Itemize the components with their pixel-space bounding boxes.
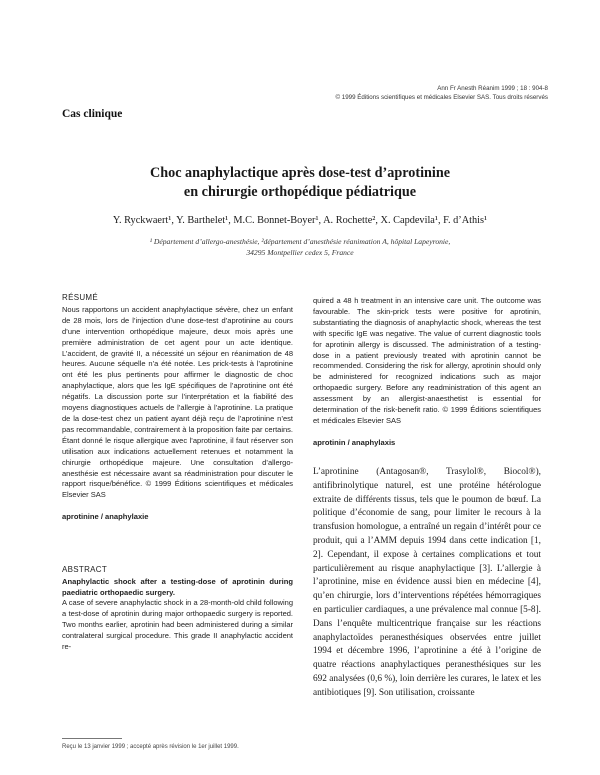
abstract-title: Anaphylactic shock after a testing-dose of aprotinin during paediatric orthopaedic surgery.	[62, 577, 293, 597]
received-date: Reçu le 13 janvier 1999 ; accepté après révision le 1er juillet 1999.	[62, 744, 239, 750]
right-column	[313, 296, 541, 449]
resume-keywords: aprotinine / anaphylaxie	[62, 512, 149, 522]
affiliation-line-2: 34295 Montpellier cedex 5, France	[246, 247, 354, 257]
resume-text: Nous rapportons un accident anaphylactique sévère, chez un enfant de 28 mois, lors de l’injection d’une dose-test d’aprotinine au cours d’une intervention orthopédique majeure, deux mois après une première administration de cet agent pour un acte identique. L’accident, de gravité II, a nécessité un séjour en réanimation de 48 heures. Aucune séquelle n’a été notée. Les prick-tests à l’aprotinine ont été les plus pertinents pour affirmer le diagnostic de choc anaphylactique, alors que les IgE spécifiques de l’aprotinine ont été négatifs. La discussion porte sur l’interprétation et la fiabilité des moyens diagnostiques actuels de l’allergie à l’aprotinine. La pratique de la dose-test chez un patient ayant déjà reçu de l’aprotinine n’est pas recommandable, contrairement à la proposition faite par certains. Étant donné le risque allergique avec l’aprotinine, il faut réserver son utilisation aux indications actuellement retenues et notamment la chirurgie orthopédique majeure. Une consultation d’allergo-anesthésie est nécessaire avant sa réadministration pour discuter le rapport risque/bénéfice. © 1999 Éditions scientifiques et médicales Elsevier SAS	[62, 304, 293, 500]
article-title	[0, 164, 600, 201]
journal-reference	[298, 84, 548, 102]
copyright-line: © 1999 Éditions scientifiques et médicales Elsevier SAS. Tous droits réservés	[335, 94, 548, 101]
section-label: Cas clinique	[62, 108, 123, 120]
footnote-divider	[62, 738, 122, 739]
left-column	[62, 293, 293, 653]
abstract-text-left: A case of severe anaphylactic shock in a 28-month-old child following a test-dose of aprotinin during major orthopaedic surgery is reported. Two months earlier, aprotinin had been administered during a similar contralateral surgical procedure. This grade II anaphylactic accident re-	[62, 598, 293, 651]
affiliation-line-1: ¹ Département d’allergo-anesthésie, ²département d’anesthésie réanimation A, hôpital Lapeyronie,	[149, 237, 451, 246]
introduction-text: L’aprotinine (Antagosan®, Trasylol®, Biocol®), antifibrinolytique naturel, est une protéine hétérologue extraite de différents tissus, tels que le poumon de bœuf. La politique d’économie de sang, pour limiter le recours à la transfusion homologue, a entraîné un regain d’intérêt pour ce produit, qui a l’AMM depuis 1994 dans cette indication [1, 2]. Cependant, il expose à certaines complications et tout particulièrement au risque anaphylactique [3]. L’allergie à l’aprotinine, mise en évidence aussi bien en médecine [4], qu’en chirurgie, lors d’interventions répétées hémorragiques en particulier cardiaques, a une prévalence mal connue [5-8]. Dans l’enquête multicentrique française sur les réactions anaphylactoïdes peranesthésiques observées entre juillet 1994 et décembre 1996, l’aprotinine a été à l’origine de quatre réactions anaphylactiques peranesthésiques sur les 692 analysées (0,6 %), loin derrière les curares, le latex et les antibiotiques [9]. Son utilisation, croissante	[313, 467, 541, 698]
abstract-keywords: aprotinin / anaphylaxis	[313, 437, 396, 447]
author-list: Y. Ryckwaert¹, Y. Barthelet¹, M.C. Bonnet-Boyer¹, A. Rochette², X. Capdevila¹, F. d’Athis¹	[112, 215, 488, 226]
abstract-text-right: quired a 48 h treatment in an intensive care unit. The outcome was favourable. The skin-prick tests were positive for aprotinin, substantiating the diagnosis of anaphylactic shock, whereas the test with specific IgE was negative. The value of current diagnostic tools for aprotinin allergy is discussed. The administration of a testing-dose in a patient previously treated with aprotinin cannot be recommended. Considering the risk for allergy, aprotinin should only be administered for recognized indications such as major orthopaedic surgery. Before any readministration of this agent an assessment by an allergist-anaesthetist is essential for determination of the risk-benefit ratio. © 1999 Éditions scientifiques et médicales Elsevier SAS	[313, 296, 541, 425]
resume-heading: RÉSUMÉ	[62, 293, 99, 302]
title-line-1: Choc anaphylactique après dose-test d’aprotinine	[149, 165, 451, 181]
title-line-2: en chirurgie orthopédique pédiatrique	[183, 183, 417, 200]
affiliation	[0, 237, 600, 258]
abstract-heading: ABSTRACT	[62, 565, 108, 575]
journal-citation: Ann Fr Anesth Réanim 1999 ; 18 : 904-8	[437, 85, 548, 92]
